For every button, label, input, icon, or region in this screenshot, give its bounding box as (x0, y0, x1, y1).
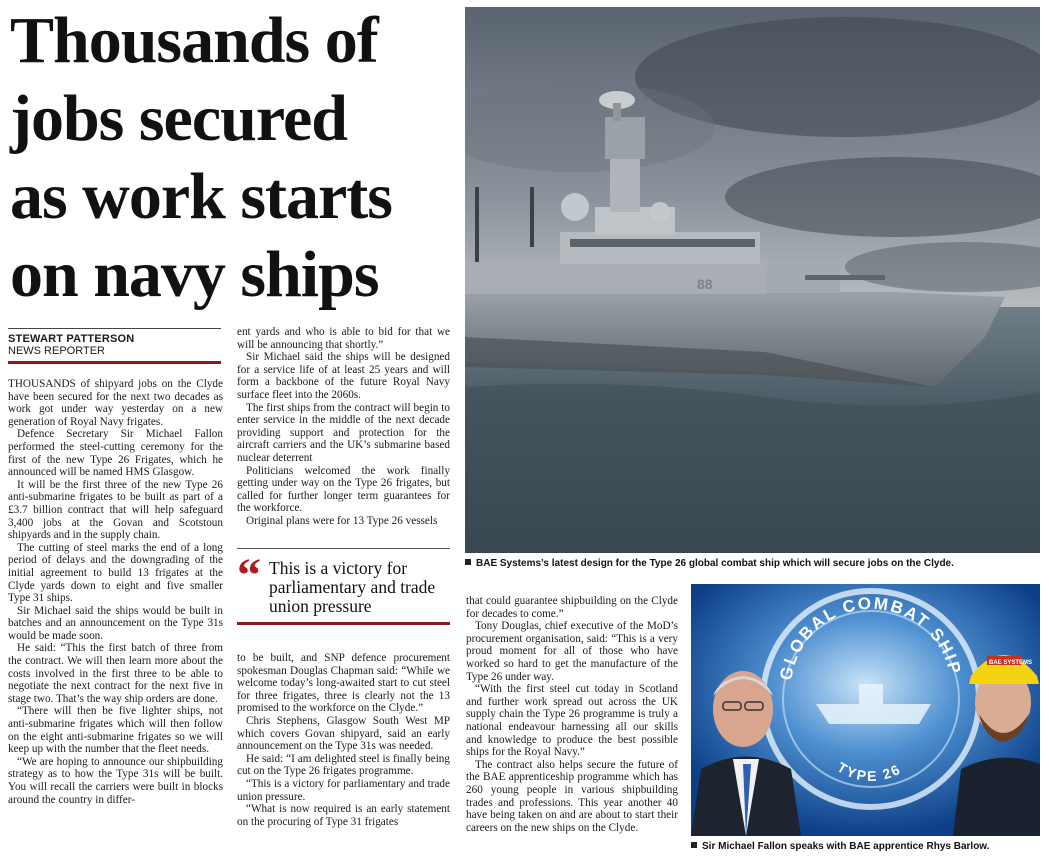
paragraph: Sir Michael said the ships will be designed for a service life of at least 25 years and will form a backbone of the future Royal Navy surface fleet into the 2060s. (237, 351, 450, 401)
photo-scene (691, 584, 1040, 836)
main-photo-caption (465, 558, 954, 569)
pull-quote-rule-bottom (237, 622, 450, 625)
paragraph: It will be the first three of the new Type 26 anti-submarine frigates to be built as part of a £3.7 billion contract that will help safeguard 3,400 jobs at the Govan and Scotstoun shipyards and in the supply chain. (8, 478, 223, 542)
paragraph: Defence Secretary Sir Michael Fallon performed the steel-cutting ceremony for the first of the new Type 26 Frigates, which he announced will be named HMS Glasgow. (8, 428, 223, 479)
small-photo-caption (691, 841, 990, 852)
paragraph: THOUSANDS of shipyard jobs on the Clyde have been secured for the next two decades as work got under way yesterday on a new generation of Royal Navy frigates. (8, 378, 223, 428)
paragraph: The first ships from the contract will begin to enter service in the middle of the next decade providing support and protection for the aircraft carriers and the UK’s submarine based nuclear deterrent (237, 401, 450, 464)
fallon-apprentice-photo (691, 584, 1040, 836)
pull-quote-text: This is a victory for parliamentary and trade union pressure (269, 558, 436, 616)
byline-role: NEWS REPORTER (8, 345, 105, 357)
paragraph: Tony Douglas, chief executive of the MoD’s procurement organisation, said: “This is a very proud moment for all of those who have worked so hard to get the manufacture of the Type 26 under way. (466, 620, 678, 683)
small-photo-caption-text: Sir Michael Fallon speaks with BAE apprentice Rhys Barlow. (702, 841, 990, 852)
paragraph: that could guarantee shipbuilding on the Clyde for decades to come.” (466, 595, 678, 620)
article-column-2-top (237, 326, 450, 532)
paragraph: He said: “This the first batch of three from the contract. We will then learn more about the costs involved in the first three to be able to negotiate the next contract for the next five in stage two. That’s the way ship orders are done. (8, 642, 223, 705)
warship-illustration (465, 7, 1040, 553)
main-photo-caption-text: BAE Systems’s latest design for the Type 26 global combat ship which will secure jobs on the Clyde. (476, 558, 954, 569)
paragraph: ent yards and who is able to bid for that we will be announcing that shortly.” (237, 326, 450, 351)
article-column-3 (466, 595, 678, 857)
paragraph: Sir Michael said the ships would be built in batches and an announcement on the Type 31s would be made soon. (8, 604, 223, 642)
paragraph: “What is now required is an early statement on the procuring of Type 31 frigates (237, 803, 450, 828)
helmet-badge-text: BAE SYSTEMS (989, 660, 1033, 666)
paragraph: Original plans were for 13 Type 26 vessels (246, 514, 438, 527)
paragraph: to be built, and SNP defence procurement spokesman Douglas Chapman said: “While we welcome today’s long-awaited start to cut steel for three frigates, three is clearly not the 13 promised to the workforce on the Clyde.” (237, 652, 450, 715)
logo-top-text: GLOBAL COMBAT SHIP (776, 593, 965, 682)
pull-quote-rule-top (237, 548, 450, 549)
paragraph: “This is a victory for parliamentary and trade union pressure. (237, 777, 450, 803)
pull-quote (237, 548, 450, 625)
quote-mark-icon: “ (237, 549, 261, 602)
paragraph: The contract also helps secure the future of the BAE apprenticeship programme which has 260 young people in various shipbuilding trades and professions. This year another 40 have being taken on and are about to start their careers on the new ships on the Clyde. (466, 758, 678, 834)
headline: Thousands of jobs secured as work starts on navy ships (10, 4, 392, 311)
paragraph: The cutting of steel marks the end of a long period of delays and the downgrading of the initial agreement to build 13 frigates at the Clyde yards down to eight and five smaller Type 31 ships. (8, 541, 223, 605)
byline (8, 328, 221, 364)
hull-number: 88 (697, 276, 713, 292)
article-column-1 (8, 378, 223, 856)
paragraph: “With the first steel cut today in Scotland and further work spread out across the UK supply chain the Type 26 programme is truly a national endeavour harnessing all our skills and knowledge to produce the best possible ships for the Royal Navy.” (466, 683, 678, 759)
paragraph: “We are hoping to announce our shipbuilding strategy as to how the Type 31s will be built. You will recall the carriers were built in blocks around the country in differ- (8, 755, 223, 806)
paragraph: “There will then be five lighter ships, not anti-submarine frigates which will then follow on the eight anti-submarine frigates so we will keep up with the number that the fleet needs. (8, 705, 223, 756)
caption-bullet-icon (465, 559, 471, 565)
byline-rule (8, 361, 221, 364)
logo-bottom-text: TYPE 26 (834, 758, 904, 784)
caption-bullet-icon (691, 842, 697, 848)
paragraph: He said: “I am delighted steel is finally being cut on the Type 26 frigates programme. (237, 752, 450, 778)
warship-photo (465, 7, 1040, 553)
paragraph: Politicians welcomed the work finally getting under way on the Type 26 frigates, but called for further longer term guarantees for the workforce. (237, 464, 450, 515)
paragraph: Chris Stephens, Glasgow South West MP which covers Govan shipyard, said an early announcement on the Type 31s was needed. (237, 714, 450, 753)
article-column-2-bottom (237, 652, 450, 856)
byline-name: STEWART PATTERSON (8, 333, 135, 345)
